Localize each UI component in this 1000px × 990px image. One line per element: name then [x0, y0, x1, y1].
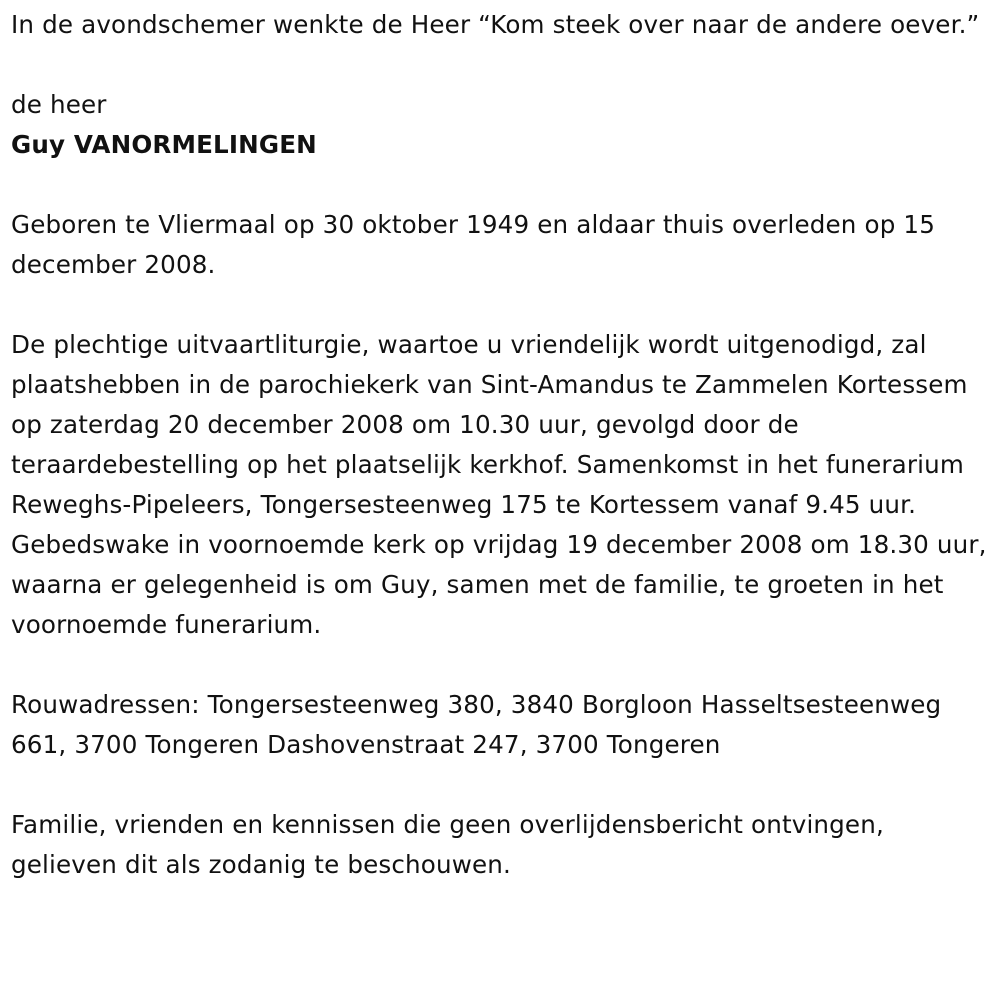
motto-text: In de avondschemer wenkte de Heer “Kom steek over naar de andere oever.” — [11, 10, 980, 39]
spacer — [11, 765, 996, 805]
death-notice — [11, 5, 996, 885]
mourning-addresses: Rouwadressen: Tongersesteenweg 380, 3840 Borgloon Hasseltsesteenweg 661, 3700 Tongeren Dashovenstraat 247, 3700 Tongeren — [11, 690, 942, 759]
birth-death-text: Geboren te Vliermaal op 30 oktober 1949 en aldaar thuis overleden op 15 december 2008. — [11, 210, 936, 279]
closing-text: Familie, vrienden en kennissen die geen overlijdensbericht ontvingen, gelieven dit als zodanig te beschouwen. — [11, 810, 884, 879]
spacer — [11, 285, 996, 325]
spacer — [11, 45, 996, 85]
funeral-details: De plechtige uitvaartliturgie, waartoe u vriendelijk wordt uitgenodigd, zal plaatshebben in de parochiekerk van Sint-Amandus te Zammelen Kortessem op zaterdag 20 december 2008 om 10.30 uur, gevolgd door de teraardebestelling op het plaatselijk kerkhof. Samenkomst in het funerarium Reweghs-Pipeleers, Tongersesteenweg 175 te Kortessem vanaf 9.45 uur. Gebedswake in voornoemde kerk op vrijdag 19 december 2008 om 18.30 uur, waarna er gelegenheid is om Guy, samen met de familie, te groeten in het voornoemde funerarium. — [11, 330, 987, 639]
title-prefix: de heer — [11, 90, 107, 119]
spacer — [11, 165, 996, 205]
deceased-name: Guy VANORMELINGEN — [11, 130, 317, 159]
spacer — [11, 645, 996, 685]
